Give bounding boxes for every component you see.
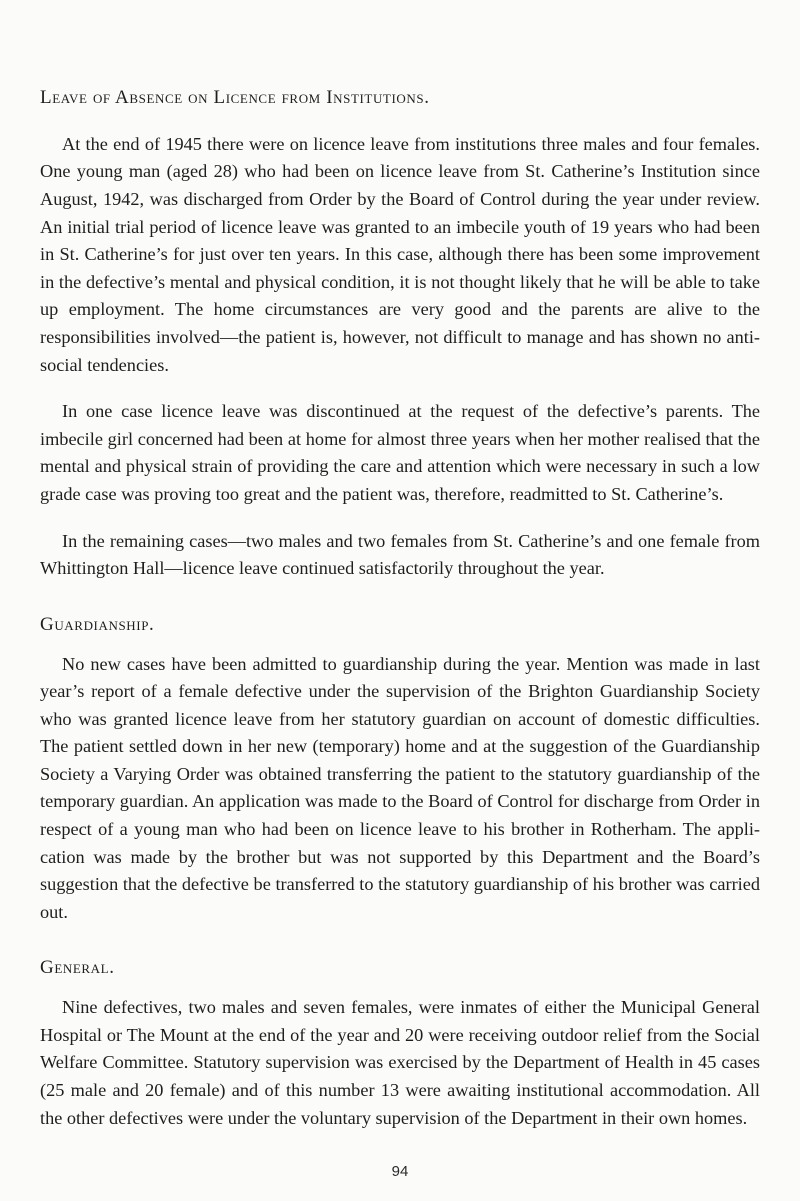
document-page [40, 0, 760, 1132]
paragraph-licence-leave-discontinued: In one case licence leave was discontinued at the request of the defective’s parents. The imbecile girl concerned had been at home for almost three years when her mother realised that the mental and physical strain of providing the care and attention which were necessary in such a low grade case was proving too great and the patient was, therefore, readmitted to St. Catherine’s. [40, 401, 760, 504]
paragraph-general: Nine defectives, two males and seven females, were inmates of either the Municipal General Hospital or The Mount at the end of the year and 20 were receiving outdoor relief from the Social Welfare Committee. Statutory supervision was exercised by the Department of Health in 45 cases (25 male and 20 female) and of this number 13 were awaiting institutional accommodation. All the other defectives were under the voluntary supervision of the Department in their own homes. [40, 997, 760, 1128]
paragraph-licence-leave-summary: At the end of 1945 there were on licence leave from institutions three males and four females. One young man (aged 28) who had been on licence leave from St. Catherine’s Institution since August, 1942, was discharged from Order by the Board of Control during the year under review. An initial trial period of licence leave was granted to an imbecile youth of 19 years who had been in St. Catherine’s for just over ten years. In this case, although there has been some improvement in the defective’s mental and physical condition, it is not thought likely that he will be able to take up employment. The home circumstances are very good and the parents are alive to the responsibilities involved—the patient is, however, not difficult to manage and has shown no anti-social tendencies. [40, 133, 760, 375]
section-heading-guardianship: Guardianship. [40, 613, 155, 635]
page-number: 94 [391, 1163, 409, 1180]
section-heading-leave-of-absence: Leave of Absence on Licence from Institutions. [40, 87, 430, 108]
section-heading-general: General. [40, 957, 115, 979]
paragraph-guardianship: No new cases have been admitted to guardianship during the year. Mention was made in last year’s report of a female defective under the supervision of the Brighton Guardianship Society who was granted licence leave from her statutory guardian on account of domestic difficulties. The patient settled down in her new (temporary) home and at the suggestion of the Guardianship Society a Varying Order was obtained transferring the patient to the statutory guardianship of the temporary guardian. An application was made to the Board of Control for discharge from Order in respect of a young man who had been on licence leave to his brother in Rotherham. The application was made by the brother but was not supported by this Department and the Board’s suggestion that the defective be transferred to the statutory guardianship of his brother was carried out. [40, 653, 760, 922]
paragraph-licence-leave-remaining: In the remaining cases—two males and two females from St. Catherine’s and one female from Whittington Hall—licence leave continued satisfactorily throughout the year. [40, 530, 760, 579]
